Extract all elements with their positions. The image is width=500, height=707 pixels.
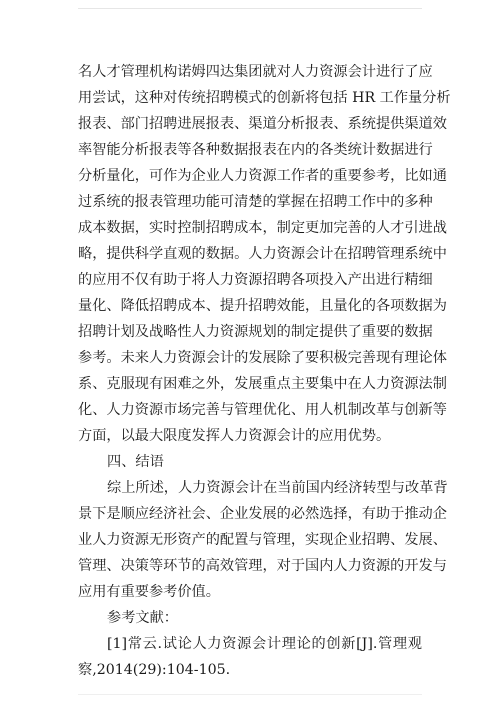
text-line: 察,2014(29):104-105.	[78, 662, 231, 678]
text-line: 的应用不仅有助于将人力资源招聘各项投入产出进行精细	[78, 272, 433, 288]
text-line: 景下是顺应经济社会、企业发展的必然选择，有助于推动企	[78, 506, 447, 522]
references-heading: 参考文献：	[107, 610, 178, 626]
text-line: 成本数据，实时控制招聘成本，制定更加完善的人才引进战	[78, 220, 447, 236]
text-line: 系、克服现有困难之外，发展重点主要集中在人力资源法制	[78, 376, 447, 392]
text-line: [1]常云.试论人力资源会计理论的创新[J].管理观	[107, 636, 422, 652]
section-heading: 四、结语	[107, 454, 164, 470]
text-line: 量化、降低招聘成本、提升招聘效能，且量化的各项数据为	[78, 298, 447, 314]
text-line: 业人力资源无形资产的配置与管理，实现企业招聘、发展、	[78, 532, 447, 548]
text-line: 报表、部门招聘进展报表、渠道分析报表、系统提供渠道效	[78, 116, 447, 132]
text-line: 综上所述，人力资源会计在当前国内经济转型与改革背	[107, 480, 448, 496]
text-line: 用尝试，这种对传统招聘模式的创新将包括 HR 工作量分析	[78, 90, 451, 106]
text-line: 略，提供科学直观的数据。人力资源会计在招聘管理系统中	[78, 246, 447, 262]
text-line: 管理、决策等环节的高效管理，对于国内人力资源的开发与	[78, 558, 447, 574]
text-line: 分析量化，可作为企业人力资源工作者的重要参考，比如通	[78, 168, 447, 184]
text-line: 率智能分析报表等各种数据报表在内的各类统计数据进行	[78, 142, 433, 158]
text-line: 招聘计划及战略性人力资源规划的制定提供了重要的数据	[78, 324, 433, 340]
text-line: 参考。未来人力资源会计的发展除了要积极完善现有理论体	[78, 350, 447, 366]
text-line: 应用有重要参考价值。	[78, 584, 220, 600]
page-top-divider	[78, 8, 422, 9]
page-bottom-divider	[78, 694, 422, 695]
text-line: 名人才管理机构诺姆四达集团就对人力资源会计进行了应	[78, 64, 433, 80]
text-line: 方面，以最大限度发挥人力资源会计的应用优势。	[78, 428, 391, 444]
text-line: 过系统的报表管理功能可清楚的掌握在招聘工作中的多种	[78, 194, 433, 210]
text-line: 化、人力资源市场完善与管理优化、用人机制改革与创新等	[78, 402, 447, 418]
